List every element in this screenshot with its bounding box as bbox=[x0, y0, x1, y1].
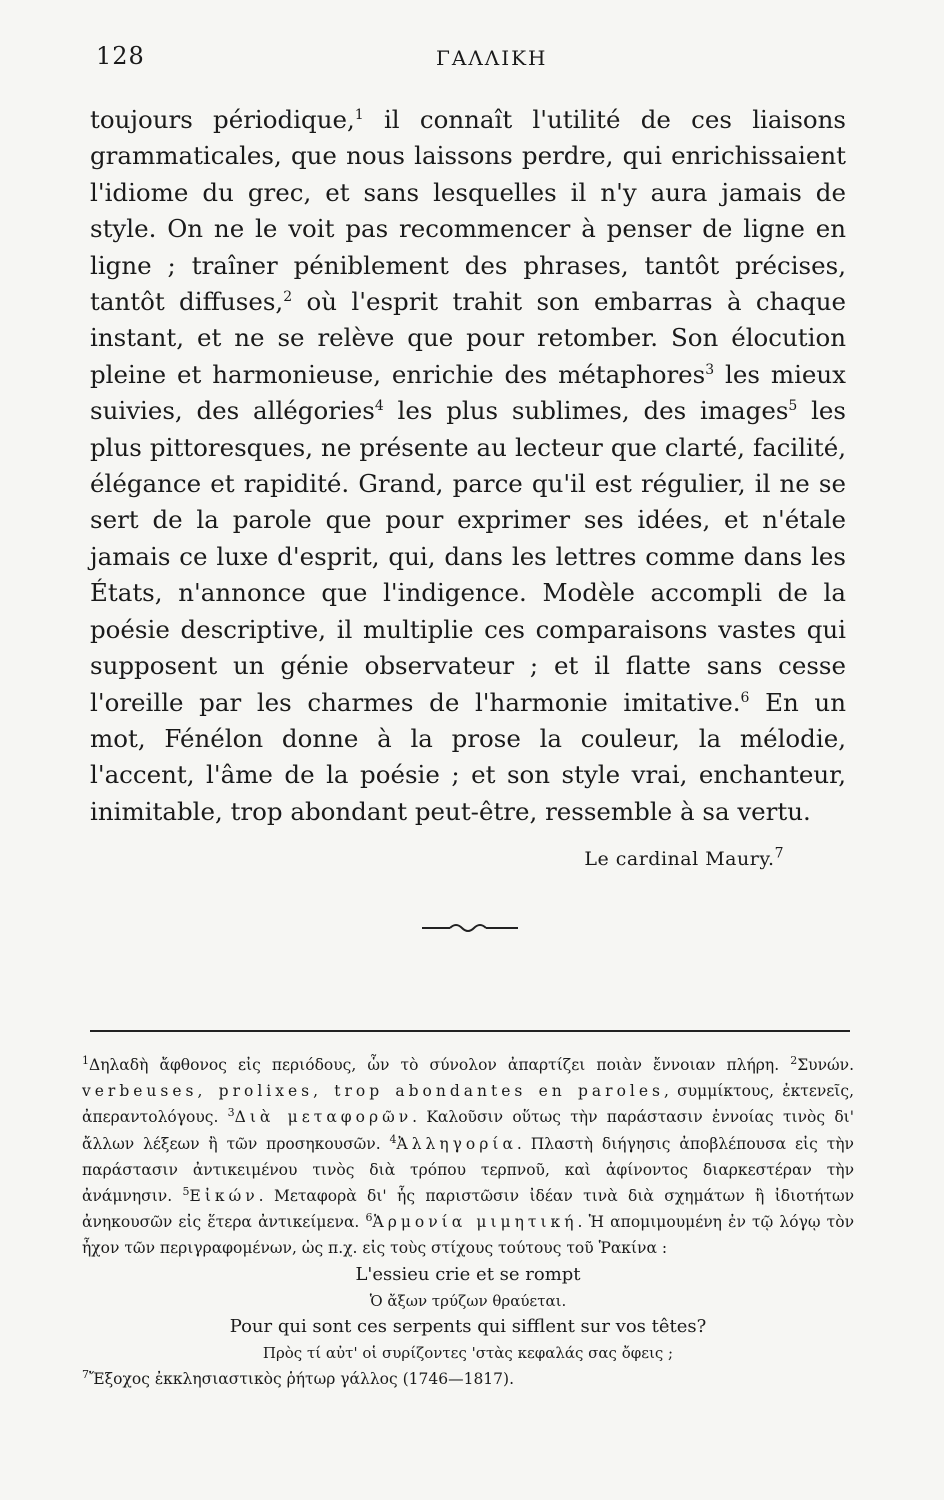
footnote-marker: 3 bbox=[227, 1106, 235, 1120]
footnote-text: Δηλαδὴ ἄφθονος εἰς περιόδους, ὧν τὸ σύνολον ἀπαρτίζει ποιὰν ἔννοιαν πλήρη. bbox=[89, 1056, 791, 1074]
main-paragraph bbox=[90, 102, 846, 830]
footnote-term: Ἀλληγορία bbox=[396, 1134, 517, 1153]
page-number: 128 bbox=[96, 42, 145, 70]
main-text bbox=[90, 102, 846, 830]
footnote-block bbox=[82, 1366, 854, 1392]
footnote-marker: 5 bbox=[182, 1184, 190, 1198]
footnote-term: Διὰ μεταφορῶν bbox=[234, 1108, 413, 1127]
text-segment: les plus pittoresques, ne présente au lecteur que clarté, facilité, élégance et rapidité. Grand, parce qu'il est régulier, il ne se sert de la parole que pour exprimer ses idées, et n'étale jamais ce luxe d'esprit, qui, dans les lettres comme dans les États, n'annonce que l'indigence. Modèle accompli de la poésie descriptive, il multiplie ces comparaisons vastes qui supposent un génie observateur ; et il flatte sans cesse l'oreille par les charmes de l'harmonie imitative. bbox=[90, 396, 847, 717]
footnote-separator bbox=[90, 1030, 850, 1032]
footnote-marker: 6 bbox=[365, 1211, 373, 1225]
text-segment: les mieux suivies, des allégories bbox=[90, 359, 846, 426]
footnote-term: Ἁρμονία μιμητική bbox=[372, 1213, 578, 1232]
footnote-ref: 1 bbox=[354, 106, 364, 123]
footnotes bbox=[82, 1052, 854, 1393]
footnote-marker: 7 bbox=[82, 1368, 89, 1382]
text-segment: il connaît l'utilité de ces liaisons grammaticales, que nous laissons perdre, qui enrichissaient l'idiome du grec, et sans lesquelles il n'y aura jamais de style. On ne le voit pas recommencer à penser de ligne en ligne ; traîner péniblement des phrases, tantôt précises, tantôt diffuses, bbox=[90, 105, 846, 317]
footnote-text: Ἔξοχος ἐκκλησιαστικὸς ῥήτωρ γάλλος (1746—1817). bbox=[89, 1370, 515, 1389]
footnote-ref: 3 bbox=[705, 361, 715, 378]
footnote-text: , συμμίκτους, ἐκτενεῖς, ἀπεραντολόγους. bbox=[82, 1082, 854, 1127]
footnote-ref: 4 bbox=[374, 398, 384, 415]
footnote-term: verbeuses, prolixes, trop abondantes en paroles bbox=[82, 1082, 664, 1101]
footnote-ref: 6 bbox=[740, 689, 750, 706]
verse-line-french: Pour qui sont ces serpents qui sifflent sur vos têtes? bbox=[229, 1316, 707, 1338]
running-title: ΓΑΛΛΙΚΗ bbox=[436, 46, 548, 70]
author-signature bbox=[584, 845, 784, 870]
author-name: Le cardinal Maury. bbox=[584, 848, 775, 870]
text-segment: toujours périodique, bbox=[90, 105, 355, 134]
footnote-text: . Πλαστὴ διήγησις ἀποβλέπουσα εἰς τὴν παράστασιν ἀντικειμένου τινὸς διὰ τρόπου τερπνοῦ, καὶ ἀφίνοντος διαρκεστέραν τὴν ἀνάμνησιν. bbox=[82, 1134, 854, 1206]
verse-line-french: L'essieu crie et se rompt bbox=[355, 1263, 581, 1285]
verse-line-greek: Πρὸς τί αὐτ' οἱ συρίζοντες 'στὰς κεφαλάς σας ὄφεις ; bbox=[262, 1344, 674, 1363]
verse-line-greek: Ὁ ἄξων τρύζων θραύεται. bbox=[369, 1291, 567, 1310]
footnote-ref: 5 bbox=[788, 398, 798, 415]
footnote-term: Εἰκών bbox=[189, 1187, 259, 1206]
footnote-text: . Καλοῦσιν οὕτως τὴν παράστασιν ἐννοίας τινὸς δι' ἄλλων λέξεων ἢ τῶν προσηκουσῶν. bbox=[82, 1108, 854, 1153]
footnote-marker: 1 bbox=[82, 1053, 89, 1067]
footnote-marker: 4 bbox=[389, 1132, 397, 1146]
text-segment: les plus sublimes, des images bbox=[383, 396, 789, 426]
footnote-text: . Μεταφορὰ δι' ἧς παριστῶσιν ἰδέαν τινὰ διὰ σχημάτων ἢ ἰδιοτήτων ἀνηκουσῶν εἰς ἕτερα ἀντικείμενα. bbox=[82, 1187, 855, 1232]
ornament-divider-icon bbox=[420, 918, 520, 938]
footnote-marker: 2 bbox=[790, 1053, 798, 1067]
footnote-text: . Ἡ απομιμουμένη ἐν τῷ λόγῳ τὸν ἦχον τῶν περιγραφομένων, ὡς π.χ. εἰς τοὺς στίχους τούτους τοῦ Ῥακίνα : bbox=[82, 1213, 854, 1258]
text-segment: où l'esprit trahit son embarras à chaque instant, et ne se relève que pour retomber. Son élocution pleine et harmonieuse, enrichie des métaphores bbox=[90, 287, 846, 389]
text-segment: En un mot, Fénélon donne à la prose la couleur, la mélodie, l'accent, l'âme de la poésie ; et son style vrai, enchanteur, inimitable, trop abondant peut-être, ressemble à sa vertu. bbox=[90, 687, 846, 826]
page-header bbox=[96, 42, 856, 82]
footnote-ref: 7 bbox=[774, 845, 784, 862]
footnote-block bbox=[82, 1052, 854, 1262]
footnote-text: Συνών. bbox=[797, 1056, 854, 1074]
footnote-ref: 2 bbox=[283, 288, 293, 305]
